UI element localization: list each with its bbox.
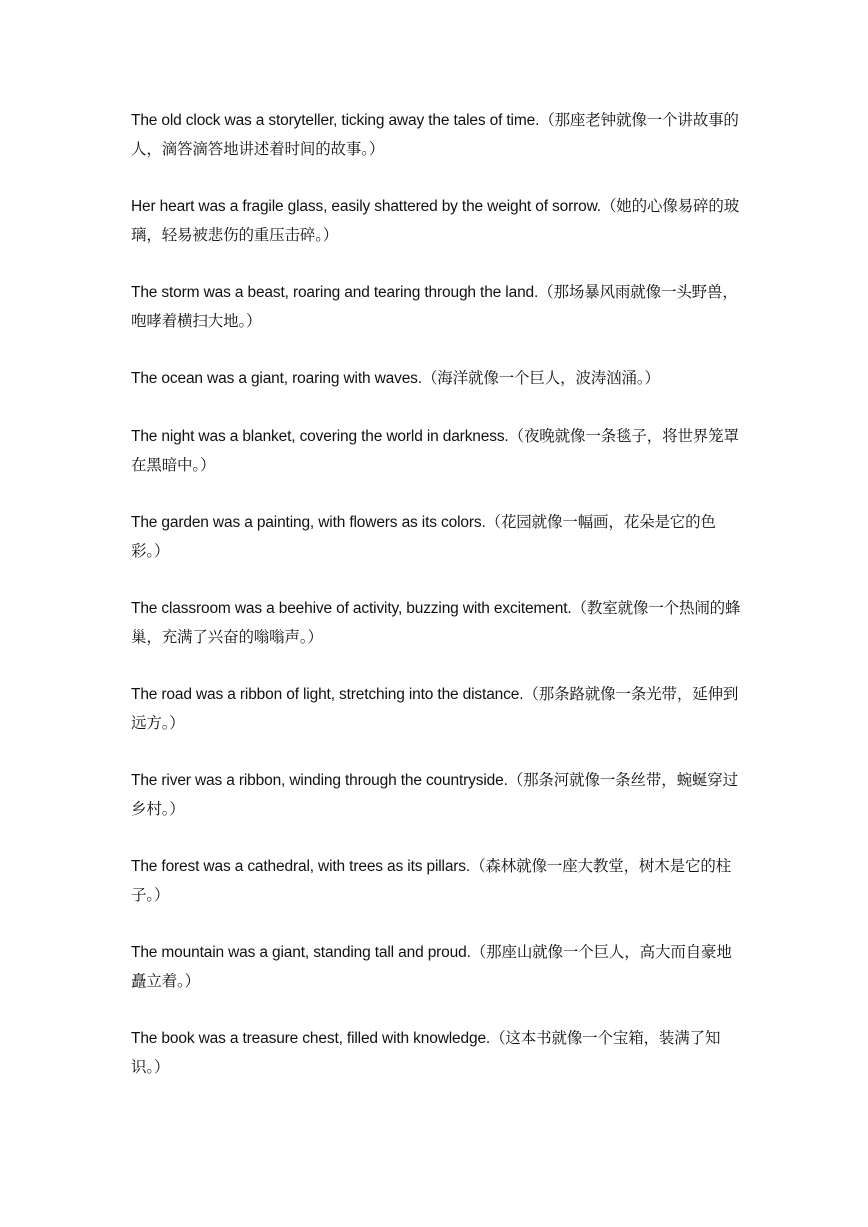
paragraph-3	[131, 278, 741, 335]
paragraph-chinese: （教室就像一个热闹的蜂巢，充满了兴奋的嗡嗡声。）	[131, 599, 741, 646]
paragraph-english: The river was a ribbon, winding through the countryside.	[131, 772, 508, 789]
paragraph-8	[131, 680, 741, 737]
paragraph-english: The road was a ribbon of light, stretching into the distance.	[131, 686, 524, 703]
paragraph-10	[131, 852, 741, 909]
paragraph-english: The mountain was a giant, standing tall and proud.	[131, 944, 471, 961]
paragraph-english: The ocean was a giant, roaring with waves.	[131, 370, 422, 387]
paragraph-7	[131, 594, 741, 651]
paragraph-english: The old clock was a storyteller, ticking away the tales of time.	[131, 112, 540, 129]
paragraph-chinese: （夜晚就像一条毯子，将世界笼罩在黑暗中。）	[131, 427, 739, 474]
paragraph-english: The forest was a cathedral, with trees as its pillars.	[131, 858, 471, 875]
document-body	[131, 106, 741, 1110]
paragraph-chinese: （森林就像一座大教堂，树木是它的柱子。）	[131, 857, 732, 904]
paragraph-english: The classroom was a beehive of activity, buzzing with excitement.	[131, 600, 572, 617]
paragraph-english: The book was a treasure chest, filled with knowledge.	[131, 1030, 491, 1047]
paragraph-12	[131, 1024, 741, 1081]
paragraph-11	[131, 938, 741, 995]
paragraph-chinese: （那条河就像一条丝带，蜿蜒穿过乡村。）	[131, 771, 738, 818]
paragraph-english: The garden was a painting, with flowers as its colors.	[131, 514, 486, 531]
paragraph-chinese: （那条路就像一条光带，延伸到远方。）	[131, 685, 739, 732]
paragraph-chinese: （那场暴风雨就像一头野兽，咆哮着横扫大地。）	[131, 283, 738, 330]
paragraph-9	[131, 766, 741, 823]
paragraph-5	[131, 422, 741, 479]
paragraph-chinese: （她的心像易碎的玻璃，轻易被悲伤的重压击碎。）	[131, 197, 740, 244]
paragraph-chinese: （那座老钟就像一个讲故事的人，滴答滴答地讲述着时间的故事。）	[131, 111, 739, 158]
paragraph-4	[131, 364, 741, 393]
paragraph-english: Her heart was a fragile glass, easily shattered by the weight of sorrow.	[131, 198, 601, 215]
paragraph-english: The night was a blanket, covering the world in darkness.	[131, 428, 509, 445]
paragraph-chinese: （花园就像一幅画，花朵是它的色彩。）	[131, 513, 716, 560]
paragraph-chinese: （那座山就像一个巨人，高大而自豪地矗立着。）	[131, 943, 732, 990]
paragraph-6	[131, 508, 741, 565]
paragraph-chinese: （这本书就像一个宝箱，装满了知识。）	[131, 1029, 721, 1076]
paragraph-1	[131, 106, 741, 163]
paragraph-chinese: （海洋就像一个巨人，波涛汹涌。）	[421, 369, 660, 387]
paragraph-english: The storm was a beast, roaring and tearing through the land.	[131, 284, 539, 301]
paragraph-2	[131, 192, 741, 249]
